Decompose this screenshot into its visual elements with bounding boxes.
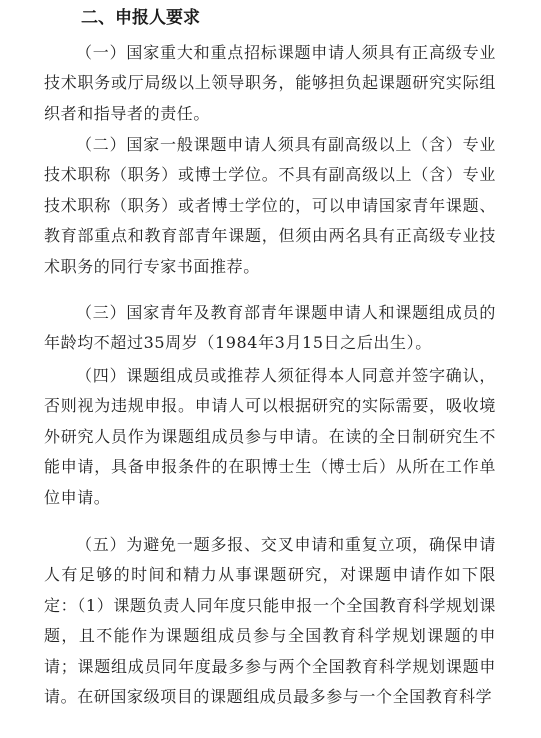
paragraph-5: （五）为避免一题多报、交叉申请和重复立项，确保申请人有足够的时间和精力从事课题研究，对课题申请作如下限定：（1）课题负责人同年度只能申报一个全国教育科学规划课题，且不能作为课题组成员参与全国教育科学规划课题的申请；课题组成员同年度最多参与两个全国教育科学规划课题申请。在研国家级项目的课题组成员最多参与一个全国教育科学	[44, 535, 496, 707]
paragraph-1: （一）国家重大和重点招标课题申请人须具有正高级专业技术职务或厅局级以上领导职务，能够担负起课题研究实际组织者和指导者的责任。	[44, 43, 496, 123]
paragraph-4: （四）课题组成员或推荐人须征得本人同意并签字确认，否则视为违规申报。申请人可以根据研究的实际需要，吸收境外研究人员作为课题组成员参与申请。在读的全日制研究生不能申请，具备申报条件的在职博士生（博士后）从所在工作单位申请。	[44, 366, 496, 507]
paragraph-3: （三）国家青年及教育部青年课题申请人和课题组成员的年龄均不超过35周岁（1984年3月15日之后出生）。	[44, 303, 496, 353]
paragraph-2: （二）国家一般课题申请人须具有副高级以上（含）专业技术职称（职务）或博士学位。不具有副高级以上（含）专业技术职称（职务）或者博士学位的，可以申请国家青年课题、教育部重点和教育部青年课题，但须由两名具有正高级专业技术职务的同行专家书面推荐。	[44, 135, 496, 276]
section-heading: 二、申报人要求	[81, 8, 200, 28]
